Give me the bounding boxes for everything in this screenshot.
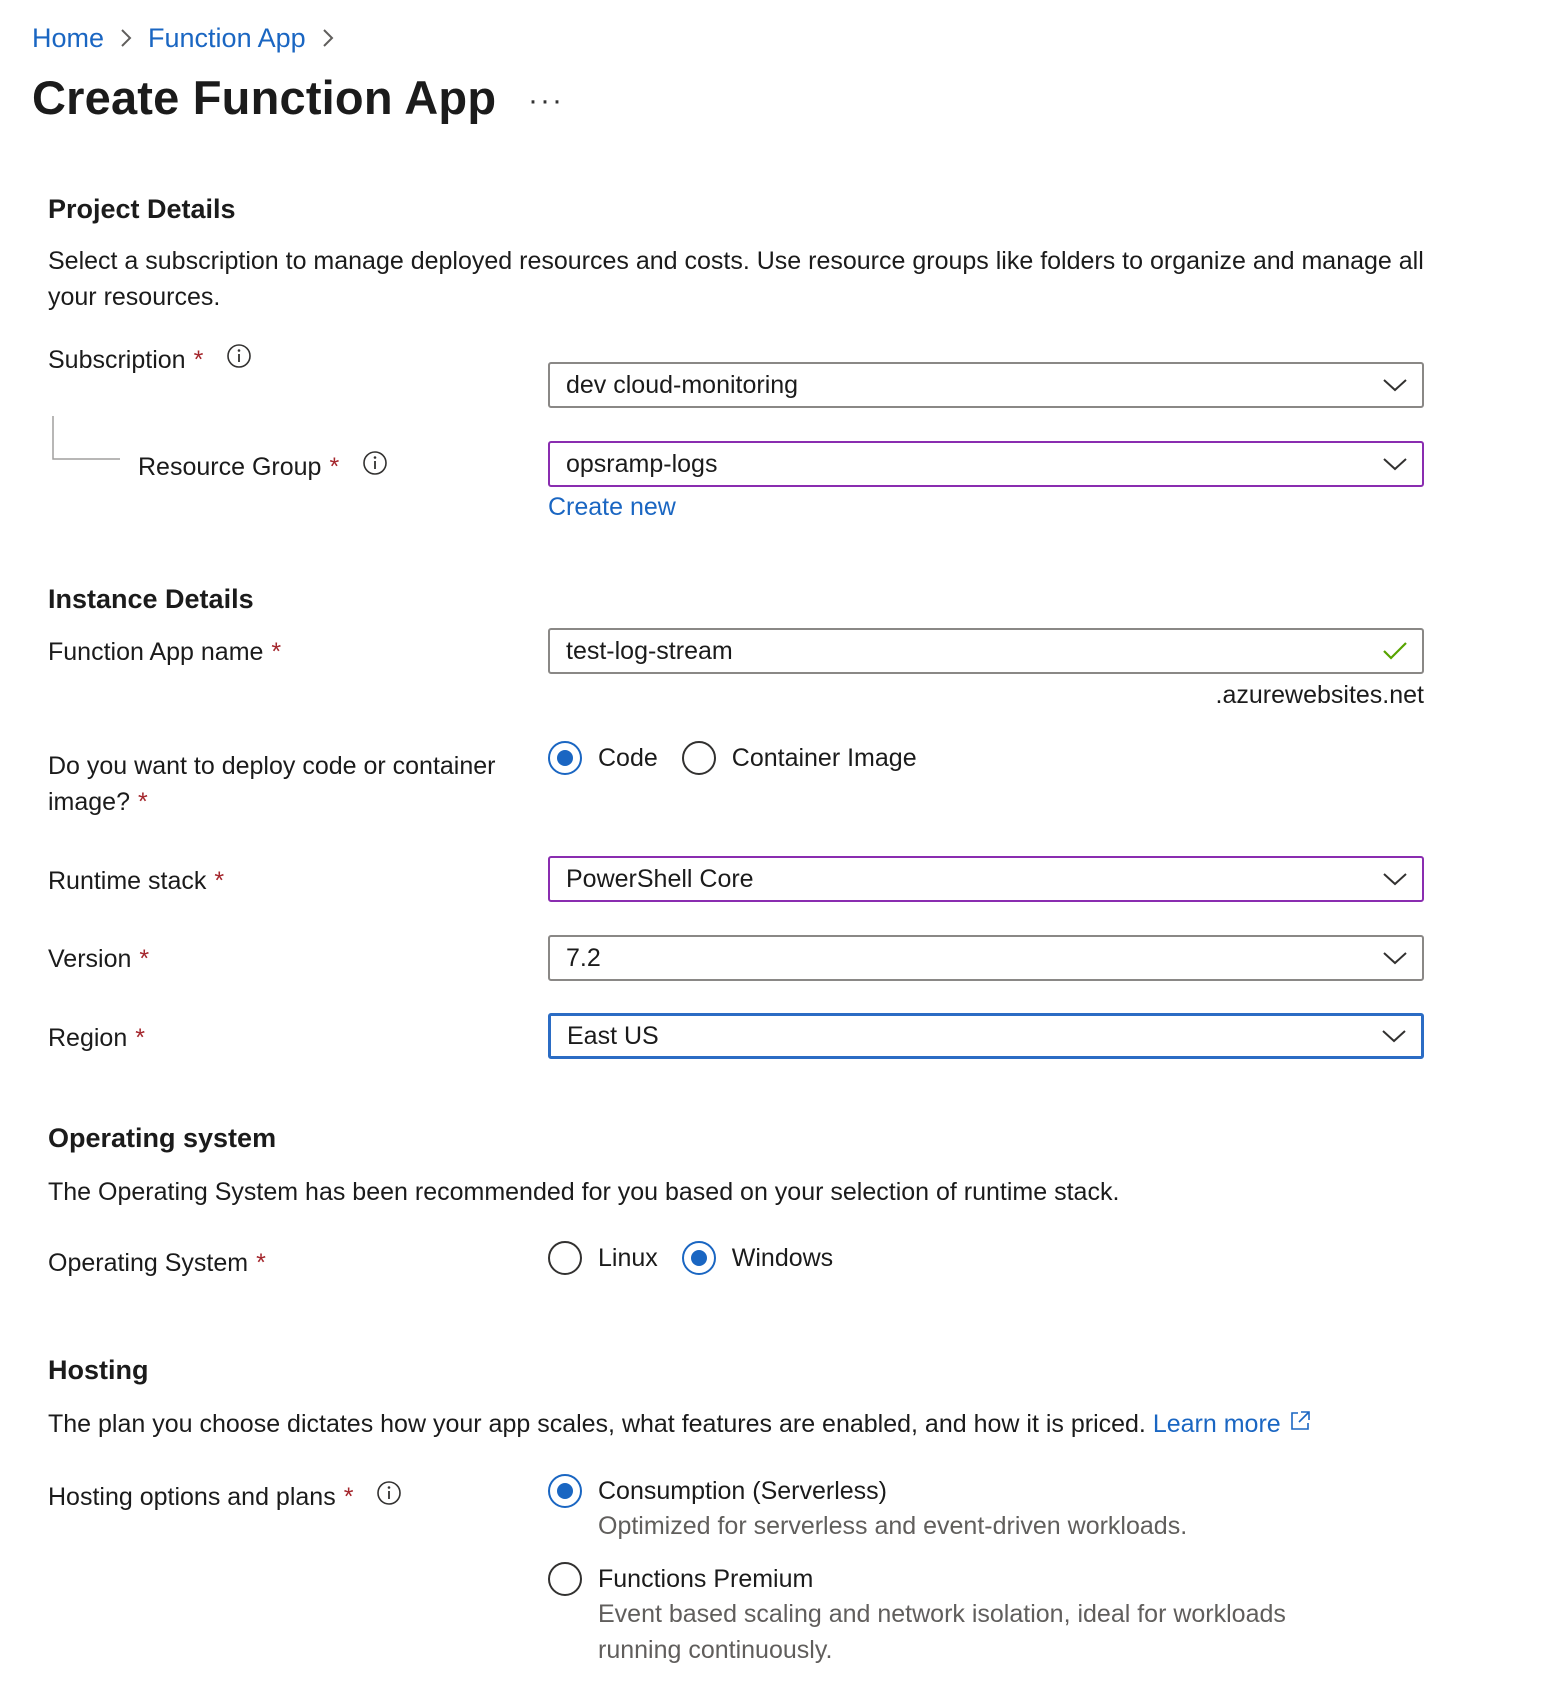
project-details-description: Select a subscription to manage deployed resources and costs. Use resource groups like folders to organize and manage all your resources. [48, 247, 1424, 311]
checkmark-icon [1382, 640, 1408, 662]
breadcrumb [32, 18, 350, 58]
subscription-label-text: Subscription [48, 346, 186, 374]
subscription-dropdown[interactable] [548, 362, 1424, 408]
chevron-down-icon [1381, 1028, 1407, 1044]
functions-premium-radio[interactable] [548, 1562, 582, 1596]
more-options-button[interactable]: ··· [528, 84, 564, 117]
function-app-name-label-text: Function App name [48, 638, 264, 666]
linux-radio[interactable] [548, 1241, 582, 1275]
function-app-name-value: test-log-stream [566, 636, 733, 665]
functions-premium-title[interactable]: Functions Premium [598, 1564, 814, 1593]
version-dropdown[interactable] [548, 935, 1424, 981]
code-radio[interactable] [548, 741, 582, 775]
page-title: Create Function App [32, 71, 497, 124]
hosting-description: The plan you choose dictates how your app scales, what features are enabled, and how it is priced. [48, 1410, 1146, 1438]
code-radio-label[interactable]: Code [598, 743, 658, 772]
chevron-down-icon [1382, 950, 1408, 966]
windows-radio-label[interactable]: Windows [731, 1243, 834, 1272]
chevron-down-icon [1382, 377, 1408, 393]
resource-group-dropdown[interactable] [548, 441, 1424, 487]
consumption-plan-option[interactable] [548, 1474, 1428, 1544]
breadcrumb-home-link[interactable]: Home [32, 22, 105, 53]
required-mark: * [193, 346, 204, 374]
external-link-icon [1288, 1409, 1312, 1433]
project-details-heading: Project Details [48, 194, 236, 224]
region-label-text: Region [48, 1024, 128, 1052]
version-value: 7.2 [566, 943, 601, 972]
resource-group-value: opsramp-logs [566, 449, 718, 478]
runtime-stack-value: PowerShell Core [566, 864, 754, 893]
required-mark: * [271, 638, 282, 666]
chevron-down-icon [1382, 871, 1408, 887]
linux-radio-label[interactable]: Linux [598, 1243, 658, 1272]
chevron-right-icon [104, 27, 148, 49]
consumption-radio[interactable] [548, 1474, 582, 1508]
container-image-radio-label[interactable]: Container Image [731, 743, 917, 772]
create-new-link[interactable]: Create new [548, 493, 676, 521]
required-mark: * [135, 1024, 145, 1052]
info-icon[interactable] [226, 343, 252, 379]
required-mark: * [139, 945, 150, 973]
deploy-type-radio-group [548, 741, 917, 775]
breadcrumb-function-app-link[interactable]: Function App [148, 22, 306, 53]
learn-more-text: Learn more [1152, 1410, 1281, 1438]
region-dropdown[interactable] [548, 1013, 1424, 1059]
functions-premium-description-line-2: running continuously. [598, 1636, 833, 1664]
hosting-heading: Hosting [48, 1355, 149, 1385]
required-mark: * [329, 453, 340, 481]
hosting-options-label-text: Hosting options and plans [48, 1483, 336, 1511]
resource-group-label-text: Resource Group [138, 453, 322, 481]
operating-system-description: The Operating System has been recommended for you based on your selection of runtime stack. [48, 1178, 1120, 1206]
region-label [48, 1020, 145, 1056]
version-label-text: Version [48, 945, 132, 973]
subscription-label [48, 342, 252, 379]
resource-group-label [138, 449, 388, 486]
function-app-name-label [48, 634, 281, 670]
subscription-value: dev cloud-monitoring [566, 370, 799, 399]
chevron-right-icon [306, 27, 350, 49]
functions-premium-description-line-1: Event based scaling and network isolation, ideal for workloads [598, 1600, 1286, 1628]
operating-system-label-text: Operating System [48, 1249, 249, 1277]
hosting-description-line [48, 1406, 1488, 1442]
info-icon[interactable] [376, 1480, 402, 1516]
domain-suffix: .azurewebsites.net [1215, 681, 1424, 709]
required-mark: * [214, 867, 225, 895]
runtime-stack-label [48, 863, 224, 899]
runtime-stack-dropdown[interactable] [548, 856, 1424, 902]
runtime-stack-label-text: Runtime stack [48, 867, 207, 895]
operating-system-radio-group [548, 1241, 833, 1275]
deploy-type-label [48, 748, 538, 820]
tree-connector [52, 416, 122, 462]
version-label [48, 941, 149, 977]
hosting-options-label [48, 1479, 402, 1516]
region-value: East US [567, 1021, 659, 1050]
required-mark: * [138, 788, 148, 816]
operating-system-heading: Operating system [48, 1123, 277, 1153]
consumption-description: Optimized for serverless and event-driven workloads. [598, 1512, 1188, 1540]
learn-more-link[interactable] [1153, 1410, 1312, 1438]
chevron-down-icon [1382, 456, 1408, 472]
instance-details-heading: Instance Details [48, 584, 254, 614]
container-image-radio[interactable] [682, 741, 716, 775]
deploy-type-label-text: Do you want to deploy code or container image? [48, 752, 496, 816]
operating-system-label [48, 1245, 266, 1281]
windows-radio[interactable] [682, 1241, 716, 1275]
function-app-name-input[interactable] [548, 628, 1424, 674]
info-icon[interactable] [362, 450, 388, 486]
premium-plan-option[interactable] [548, 1562, 1428, 1668]
required-mark: * [256, 1249, 266, 1277]
consumption-title[interactable]: Consumption (Serverless) [598, 1476, 887, 1505]
required-mark: * [343, 1483, 354, 1511]
